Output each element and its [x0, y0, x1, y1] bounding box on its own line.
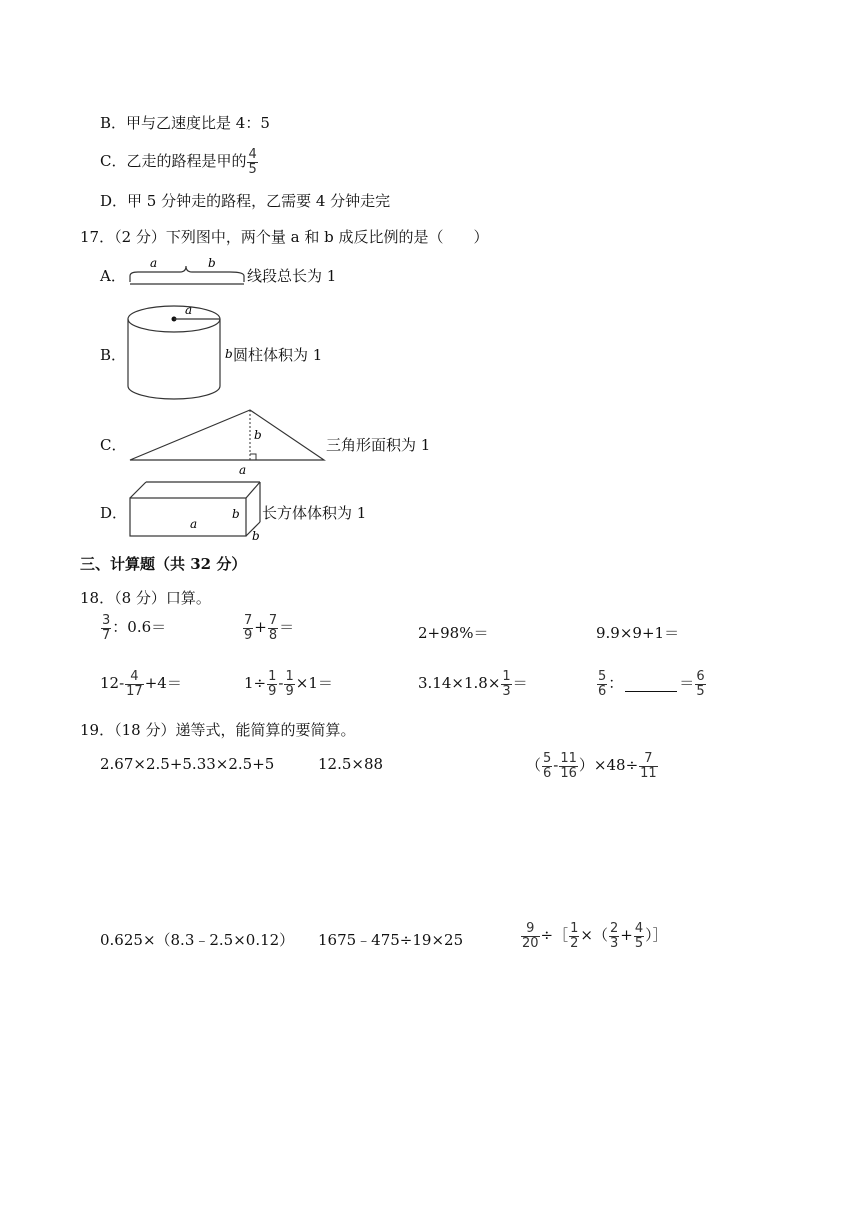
q16-option-c: [100, 148, 259, 176]
q17-desc-c: 三角形面积为 1: [326, 436, 431, 454]
q17-desc-d: 长方体体积为 1: [262, 504, 367, 522]
cuboid-width-label: b: [252, 529, 260, 542]
q17-label-c: C．: [100, 436, 127, 454]
segment-label-a: a: [150, 256, 158, 270]
q18-item-8: $\frac{5}{6}$ ： ＝ $\frac{6}{5}$: [598, 669, 705, 699]
cylinder-radius-label: a: [185, 303, 193, 317]
q17-label-a: A．: [100, 267, 126, 285]
q19-expr-6: $\frac{9}{20}$ ÷［ $\frac{1}{2}$ ×（ $\frac{2}{3}$ + $\frac{4}{5}$ ）］: [522, 921, 668, 951]
q19-expr-3: （ $\frac{5}{6}$ - $\frac{11}{16}$ ）×48÷ $\frac{7}{11}$: [526, 751, 657, 781]
triangle-base-label: a: [239, 463, 247, 477]
q19-stem: 19．（18 分）递等式，能简算的要简算。: [80, 721, 356, 739]
q18-item-5: 12- $\frac{4}{17}$ +4＝: [100, 669, 182, 699]
q18-item-7: 3.14×1.8× $\frac{1}{3}$ ＝: [418, 669, 528, 699]
q16-option-b: B．甲与乙速度比是 4：5: [100, 114, 270, 132]
q16-option-d: D．甲 5 分钟走的路程，乙需要 4 分钟走完: [100, 192, 391, 210]
q17-desc-a: 线段总长为 1: [247, 267, 337, 285]
q16-option-c-text: C．乙走的路程是甲的: [100, 152, 247, 171]
q18-item-6: 1÷ $\frac{1}{9}$ - $\frac{1}{9}$ ×1＝: [244, 669, 333, 699]
q18-item-1: $\frac{3}{7}$ ：0.6＝: [102, 613, 167, 643]
cuboid-length-label: a: [190, 517, 198, 531]
q17-desc-b: 圆柱体积为 1: [233, 346, 323, 364]
q18-stem: 18．（8 分）口算。: [80, 589, 211, 607]
q18-item-3: 2+98%＝: [418, 624, 489, 642]
q17-stem: 17．（2 分）下列图中，两个量 a 和 b 成反比例的是（ ）: [80, 228, 489, 246]
fraction: $\frac{4}{5}$: [248, 147, 257, 177]
q17-label-d: D．: [100, 504, 128, 522]
cylinder-height-label: b: [225, 347, 233, 361]
q18-item-2: $\frac{7}{9}$ + $\frac{7}{8}$ ＝: [244, 613, 295, 643]
q19-expr-4: 0.625×（8.3﹣2.5×0.12）: [100, 931, 295, 949]
answer-blank[interactable]: [625, 677, 677, 692]
segment-label-b: b: [208, 256, 216, 270]
cylinder-diagram: [124, 302, 236, 402]
q18-item-4: 9.9×9+1＝: [596, 624, 680, 642]
segment-diagram: [126, 254, 248, 288]
triangle-height-label: b: [254, 428, 262, 442]
cuboid-diagram: [126, 478, 264, 542]
section-title: 三、计算题（共 32 分）: [80, 555, 247, 573]
triangle-diagram: [126, 404, 330, 478]
q19-expr-5: 1675﹣475÷19×25: [318, 931, 464, 949]
q19-expr-1: 2.67×2.5+5.33×2.5+5: [100, 755, 275, 773]
q19-expr-2: 12.5×88: [318, 755, 384, 773]
q17-label-b: B．: [100, 346, 127, 364]
cuboid-height-label: b: [232, 507, 240, 521]
